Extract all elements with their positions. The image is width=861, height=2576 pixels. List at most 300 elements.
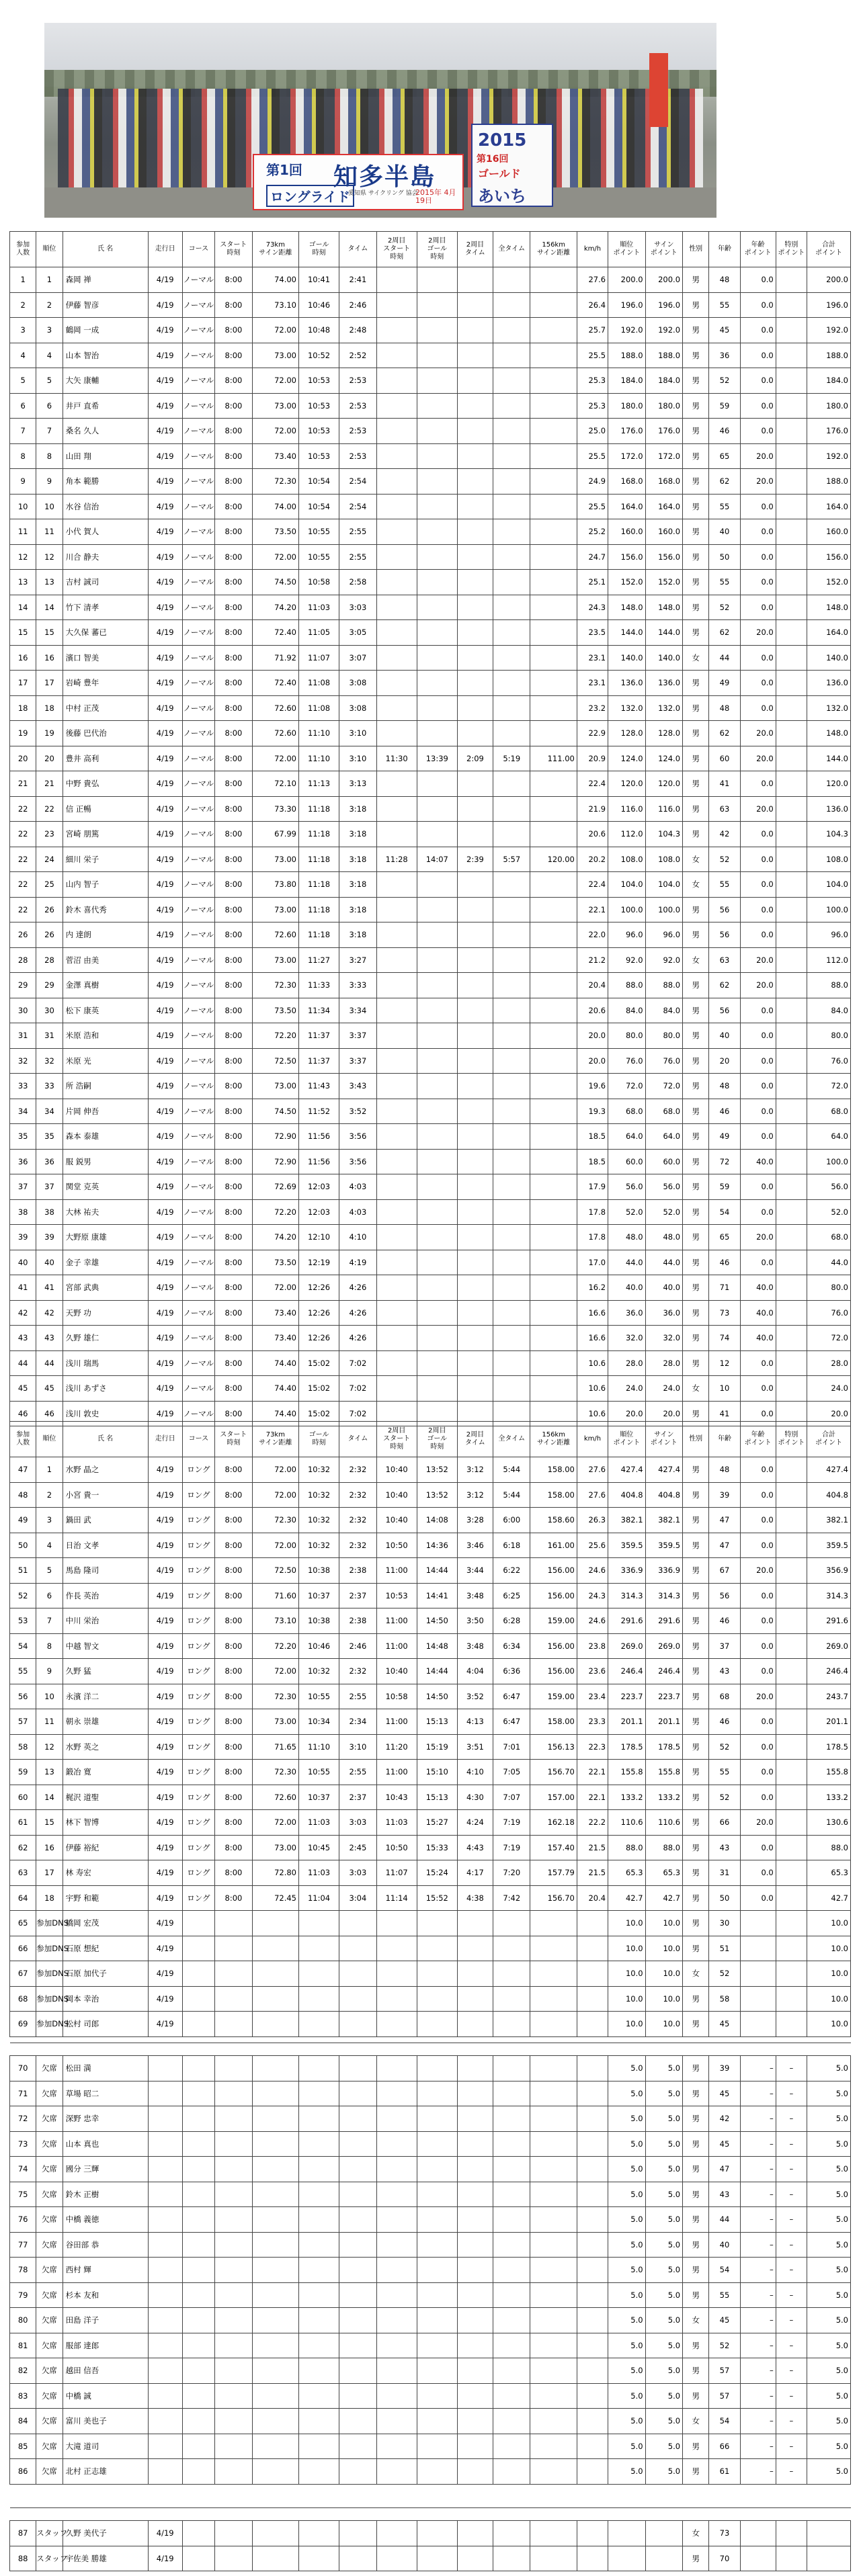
table-cell: 56 — [709, 922, 740, 948]
table-row — [10, 2106, 851, 2132]
table-cell: 5.0 — [608, 2409, 645, 2434]
table-cell — [182, 2521, 215, 2546]
table-cell: 5.0 — [608, 2131, 645, 2157]
table-cell — [457, 544, 493, 570]
table-cell: 382.1 — [807, 1508, 850, 1533]
table-cell: 133.2 — [608, 1785, 645, 1810]
table-cell — [776, 519, 807, 545]
table-cell: 14:50 — [417, 1684, 457, 1709]
table-cell: 5.0 — [807, 2383, 850, 2409]
table-cell — [417, 2521, 457, 2546]
table-cell — [376, 721, 417, 746]
table-cell: 92.0 — [608, 947, 645, 973]
table-cell — [530, 2012, 577, 2037]
results-table-staff — [9, 2507, 851, 2571]
table-cell: 74 — [10, 2157, 36, 2182]
table-cell: 108.0 — [645, 847, 682, 872]
table-cell: 161.00 — [530, 1533, 577, 1558]
table-cell: 10.0 — [608, 1936, 645, 1961]
table-cell: 20.6 — [577, 998, 608, 1023]
table-cell: 144.0 — [645, 620, 682, 646]
table-cell — [182, 2282, 215, 2308]
table-cell: 0.0 — [740, 1482, 776, 1508]
table-cell — [457, 1911, 493, 1936]
table-cell: – — [740, 2358, 776, 2384]
table-cell: 10.0 — [807, 1986, 850, 2012]
table-cell: 46 — [709, 1099, 740, 1124]
column-header: 順位 ポイント — [608, 232, 645, 267]
table-cell: 52 — [709, 2333, 740, 2358]
table-cell: 12 — [709, 1350, 740, 1376]
table-cell — [376, 292, 417, 318]
table-cell — [376, 2308, 417, 2333]
table-cell: 36 — [709, 343, 740, 368]
table-cell: 5.0 — [807, 2308, 850, 2333]
table-cell: 70 — [10, 2056, 36, 2081]
table-cell: 46 — [709, 1709, 740, 1735]
table-row — [10, 2081, 851, 2106]
table-cell — [493, 2056, 530, 2081]
table-cell: 21 — [36, 771, 63, 797]
table-cell — [376, 2207, 417, 2233]
table-cell: ロング — [182, 1709, 215, 1735]
table-cell: 男 — [683, 1124, 709, 1150]
table-cell: 10:32 — [299, 1482, 339, 1508]
table-cell: 4/19 — [148, 494, 182, 519]
table-row — [10, 746, 851, 771]
participant-name: 伊藤 裕紀 — [63, 1835, 148, 1860]
table-cell — [376, 1376, 417, 1402]
table-cell: 0.0 — [740, 595, 776, 620]
table-cell: 5.0 — [807, 2459, 850, 2485]
table-cell — [417, 318, 457, 343]
table-cell: 42 — [709, 2106, 740, 2132]
table-cell: 36.0 — [608, 1300, 645, 1326]
participant-name: 谷田部 恭 — [63, 2232, 148, 2258]
table-cell: 11:56 — [299, 1149, 339, 1174]
table-cell: 5.0 — [645, 2409, 682, 2434]
table-cell: 42 — [10, 1300, 36, 1326]
table-cell: 21.9 — [577, 796, 608, 822]
table-cell: ノーマル — [182, 1199, 215, 1225]
table-cell — [417, 998, 457, 1023]
table-cell: ノーマル — [182, 746, 215, 771]
table-row — [10, 645, 851, 671]
table-cell: 10:32 — [299, 1659, 339, 1684]
participant-name: 山本 真也 — [63, 2131, 148, 2157]
table-cell — [493, 1124, 530, 1150]
table-cell: – — [776, 2157, 807, 2182]
table-cell: 88.0 — [608, 1835, 645, 1860]
table-cell — [376, 671, 417, 696]
table-cell: 8:00 — [215, 746, 252, 771]
table-cell: – — [740, 2258, 776, 2283]
table-cell — [457, 1023, 493, 1049]
table-cell: 15:02 — [299, 1376, 339, 1402]
table-cell — [493, 2182, 530, 2207]
table-cell — [493, 1986, 530, 2012]
table-cell — [215, 2258, 252, 2283]
table-cell: 4/19 — [148, 1300, 182, 1326]
table-cell — [376, 2459, 417, 2485]
table-cell: 72.50 — [252, 1048, 298, 1074]
table-cell: 男 — [683, 469, 709, 495]
table-cell: 72.0 — [608, 1074, 645, 1099]
table-cell: 72.00 — [252, 1810, 298, 1836]
table-cell: 356.9 — [807, 1558, 850, 1584]
table-cell — [215, 2383, 252, 2409]
table-cell — [148, 2258, 182, 2283]
table-cell: 8:00 — [215, 419, 252, 444]
table-cell: ノーマル — [182, 419, 215, 444]
table-cell: 155.8 — [807, 1760, 850, 1785]
table-cell — [776, 1225, 807, 1250]
table-cell: 46 — [36, 1401, 63, 1426]
table-cell: 382.1 — [608, 1508, 645, 1533]
table-cell — [417, 1023, 457, 1049]
participant-name: 山内 智子 — [63, 872, 148, 898]
table-row — [10, 2258, 851, 2283]
participant-name: 林 寿宏 — [63, 1860, 148, 1886]
table-cell — [376, 645, 417, 671]
table-cell — [457, 973, 493, 998]
table-cell: 欠席 — [36, 2081, 63, 2106]
sign-gold: ゴールド — [478, 167, 521, 180]
table-cell: 男 — [683, 494, 709, 519]
column-header: 全タイム — [493, 232, 530, 267]
table-cell: 4/19 — [148, 922, 182, 948]
table-cell: 3:08 — [339, 695, 376, 721]
table-cell: 4:19 — [339, 1250, 376, 1275]
table-cell — [577, 1911, 608, 1936]
table-row — [10, 897, 851, 922]
table-cell: 73.10 — [252, 1608, 298, 1634]
table-cell: 11 — [10, 519, 36, 545]
table-cell — [299, 2333, 339, 2358]
table-row — [10, 1457, 851, 1483]
table-cell — [376, 1199, 417, 1225]
table-cell — [776, 1300, 807, 1326]
table-cell: 8:00 — [215, 822, 252, 847]
table-cell — [493, 973, 530, 998]
table-cell — [457, 1986, 493, 2012]
table-cell: 73.50 — [252, 998, 298, 1023]
table-cell — [530, 2409, 577, 2434]
table-cell: 10.0 — [645, 1911, 682, 1936]
table-cell: ノーマル — [182, 519, 215, 545]
table-cell — [577, 2012, 608, 2037]
table-cell — [457, 1174, 493, 1200]
table-cell: 5.0 — [807, 2258, 850, 2283]
table-cell — [376, 973, 417, 998]
table-cell: 0.0 — [740, 1508, 776, 1533]
table-cell: 26.4 — [577, 292, 608, 318]
table-cell: – — [740, 2081, 776, 2106]
table-cell — [417, 2106, 457, 2132]
table-cell: 4/19 — [148, 1326, 182, 1351]
table-cell — [457, 1961, 493, 1987]
table-cell: 22 — [10, 897, 36, 922]
table-cell: 10:34 — [299, 1709, 339, 1735]
table-cell — [530, 771, 577, 797]
table-cell: 4/19 — [148, 393, 182, 419]
table-cell: 3:56 — [339, 1149, 376, 1174]
table-cell — [457, 2282, 493, 2308]
table-cell: 5.0 — [807, 2232, 850, 2258]
table-row — [10, 1760, 851, 1785]
table-cell: 76.0 — [608, 1048, 645, 1074]
table-cell: ノーマル — [182, 822, 215, 847]
table-cell — [252, 2131, 298, 2157]
table-cell: 欠席 — [36, 2383, 63, 2409]
table-cell: 0.0 — [740, 1885, 776, 1911]
table-cell: 31 — [10, 1023, 36, 1049]
table-cell — [457, 1326, 493, 1351]
table-cell: 24.6 — [577, 1558, 608, 1584]
table-cell: 40 — [709, 1023, 740, 1049]
table-cell — [776, 695, 807, 721]
participant-name: 片岡 伸吾 — [63, 1099, 148, 1124]
column-header: 性別 — [683, 1422, 709, 1457]
table-cell: 6:25 — [493, 1583, 530, 1608]
participant-name: 中村 正茂 — [63, 695, 148, 721]
table-cell — [457, 1376, 493, 1402]
table-cell: 5.0 — [645, 2106, 682, 2132]
table-cell: 156.00 — [530, 1558, 577, 1584]
table-cell: 132.0 — [608, 695, 645, 721]
table-cell — [740, 1936, 776, 1961]
table-cell: 23.6 — [577, 1659, 608, 1684]
table-cell — [457, 2383, 493, 2409]
table-cell — [457, 2182, 493, 2207]
table-cell — [376, 771, 417, 797]
table-cell: 19 — [36, 721, 63, 746]
table-cell: 25.3 — [577, 393, 608, 419]
table-cell — [457, 368, 493, 394]
table-cell: 72.30 — [252, 1760, 298, 1785]
table-cell: 68 — [709, 1684, 740, 1709]
table-cell: 2:32 — [339, 1533, 376, 1558]
table-cell — [376, 1326, 417, 1351]
table-cell: 44 — [36, 1350, 63, 1376]
table-cell: 男 — [683, 443, 709, 469]
table-cell: 5 — [36, 1558, 63, 1584]
table-cell: 28.0 — [645, 1350, 682, 1376]
table-cell: 3:50 — [457, 1608, 493, 1634]
table-cell — [577, 1986, 608, 2012]
table-cell: 32 — [36, 1048, 63, 1074]
table-cell: 5.0 — [807, 2106, 850, 2132]
table-cell — [530, 1174, 577, 1200]
table-cell — [339, 2106, 376, 2132]
table-cell: 72.00 — [252, 1457, 298, 1483]
column-header: 特別 ポイント — [776, 1422, 807, 1457]
table-cell: 男 — [683, 671, 709, 696]
participant-name: 鈴木 正樹 — [63, 2182, 148, 2207]
table-cell: 427.4 — [645, 1457, 682, 1483]
table-cell — [493, 872, 530, 898]
table-cell: 76.0 — [645, 1048, 682, 1074]
table-row — [10, 1225, 851, 1250]
table-cell: 4/19 — [148, 1911, 182, 1936]
table-cell: 0.0 — [740, 519, 776, 545]
table-cell: 45 — [709, 318, 740, 343]
table-cell: 23.1 — [577, 671, 608, 696]
table-cell: 26 — [36, 922, 63, 948]
table-cell — [457, 998, 493, 1023]
table-cell: 4/19 — [148, 544, 182, 570]
table-cell — [493, 469, 530, 495]
table-cell — [376, 267, 417, 293]
table-cell: 25.5 — [577, 343, 608, 368]
table-cell — [530, 695, 577, 721]
table-row — [10, 1608, 851, 1634]
table-cell: 5.0 — [608, 2258, 645, 2283]
table-cell: 156.70 — [530, 1760, 577, 1785]
table-cell: 40.0 — [740, 1326, 776, 1351]
table-cell: 2:32 — [339, 1482, 376, 1508]
table-row — [10, 947, 851, 973]
table-cell — [493, 1048, 530, 1074]
table-cell: 0.0 — [740, 1401, 776, 1426]
table-cell: 11:18 — [299, 822, 339, 847]
table-cell — [493, 368, 530, 394]
table-row — [10, 2409, 851, 2434]
table-cell — [148, 2383, 182, 2409]
table-cell: 40.0 — [608, 1275, 645, 1301]
table-cell: ノーマル — [182, 1250, 215, 1275]
table-cell — [376, 1048, 417, 1074]
table-cell: 87 — [10, 2521, 36, 2546]
table-cell: ノーマル — [182, 1124, 215, 1150]
table-cell: 55 — [709, 2282, 740, 2308]
table-cell: 5.0 — [645, 2258, 682, 2283]
table-cell: 男 — [683, 544, 709, 570]
table-cell: 17.0 — [577, 1250, 608, 1275]
table-cell: 44 — [709, 645, 740, 671]
table-cell: 4/19 — [148, 1936, 182, 1961]
table-cell: 男 — [683, 2258, 709, 2283]
table-cell — [493, 343, 530, 368]
table-cell — [339, 1936, 376, 1961]
table-cell: ノーマル — [182, 1174, 215, 1200]
sign-year: 2015 — [478, 130, 527, 151]
table-cell — [376, 1350, 417, 1376]
table-cell — [376, 2081, 417, 2106]
table-cell: 4/19 — [148, 1048, 182, 1074]
table-cell: 8:00 — [215, 1048, 252, 1074]
table-cell: 73 — [10, 2131, 36, 2157]
table-cell — [215, 2207, 252, 2233]
table-cell: 8:00 — [215, 393, 252, 419]
table-cell — [376, 2056, 417, 2081]
table-cell — [299, 2232, 339, 2258]
table-cell: ノーマル — [182, 771, 215, 797]
table-cell: 269.0 — [645, 1633, 682, 1659]
table-cell: 5.0 — [608, 2358, 645, 2384]
table-cell: 男 — [683, 1401, 709, 1426]
table-cell: 0.0 — [740, 343, 776, 368]
table-cell — [493, 544, 530, 570]
table-cell: 18 — [36, 1885, 63, 1911]
table-cell — [530, 1350, 577, 1376]
table-cell — [776, 1810, 807, 1836]
table-cell: 4/19 — [148, 267, 182, 293]
table-cell: 192.0 — [608, 318, 645, 343]
table-cell — [493, 2459, 530, 2485]
table-cell: 5.0 — [645, 2308, 682, 2333]
table-cell: 14 — [36, 1785, 63, 1810]
table-cell — [776, 443, 807, 469]
table-cell: 25.1 — [577, 570, 608, 595]
table-cell — [776, 343, 807, 368]
table-cell — [776, 1860, 807, 1886]
table-cell — [530, 1225, 577, 1250]
table-cell: 20.0 — [645, 1401, 682, 1426]
table-cell: 5.0 — [807, 2056, 850, 2081]
participant-name: 中越 智文 — [63, 1633, 148, 1659]
table-cell: 60.0 — [608, 1149, 645, 1174]
table-cell: 76 — [10, 2207, 36, 2233]
table-cell: 33 — [36, 1074, 63, 1099]
table-cell — [252, 2056, 298, 2081]
table-cell: 22.9 — [577, 721, 608, 746]
group-photo — [44, 23, 716, 218]
table-cell — [776, 318, 807, 343]
table-cell: 45 — [709, 2308, 740, 2333]
table-cell — [577, 2459, 608, 2485]
table-cell — [493, 2131, 530, 2157]
table-row — [10, 1376, 851, 1402]
table-cell: 男 — [683, 796, 709, 822]
table-cell: 291.6 — [608, 1608, 645, 1634]
table-cell — [417, 2182, 457, 2207]
table-row — [10, 1885, 851, 1911]
table-cell — [299, 2459, 339, 2485]
table-cell: 23.8 — [577, 1633, 608, 1659]
table-cell: 0.0 — [740, 998, 776, 1023]
table-cell — [457, 494, 493, 519]
table-cell — [530, 2434, 577, 2459]
table-cell: 男 — [683, 1174, 709, 1200]
table-cell: 0.0 — [740, 1659, 776, 1684]
table-cell: 48.0 — [608, 1225, 645, 1250]
table-cell: 20.0 — [807, 1401, 850, 1426]
table-cell: 男 — [683, 570, 709, 595]
table-cell — [493, 443, 530, 469]
table-cell: 8:00 — [215, 1074, 252, 1099]
table-cell — [776, 1709, 807, 1735]
table-cell: 31 — [709, 1860, 740, 1886]
table-cell: 188.0 — [807, 469, 850, 495]
table-cell — [530, 2358, 577, 2384]
table-cell: – — [740, 2409, 776, 2434]
table-cell: 37 — [10, 1174, 36, 1200]
table-cell: 159.00 — [530, 1608, 577, 1634]
table-row — [10, 2207, 851, 2233]
table-cell — [417, 1326, 457, 1351]
table-cell: 14:08 — [417, 1508, 457, 1533]
table-cell: 84.0 — [608, 998, 645, 1023]
table-cell: ノーマル — [182, 998, 215, 1023]
table-cell: 10:32 — [299, 1508, 339, 1533]
table-cell: 17 — [36, 1860, 63, 1886]
table-cell — [148, 2409, 182, 2434]
table-cell: ノーマル — [182, 343, 215, 368]
table-cell: 65.3 — [807, 1860, 850, 1886]
table-cell: 62 — [709, 620, 740, 646]
table-cell — [376, 1023, 417, 1049]
